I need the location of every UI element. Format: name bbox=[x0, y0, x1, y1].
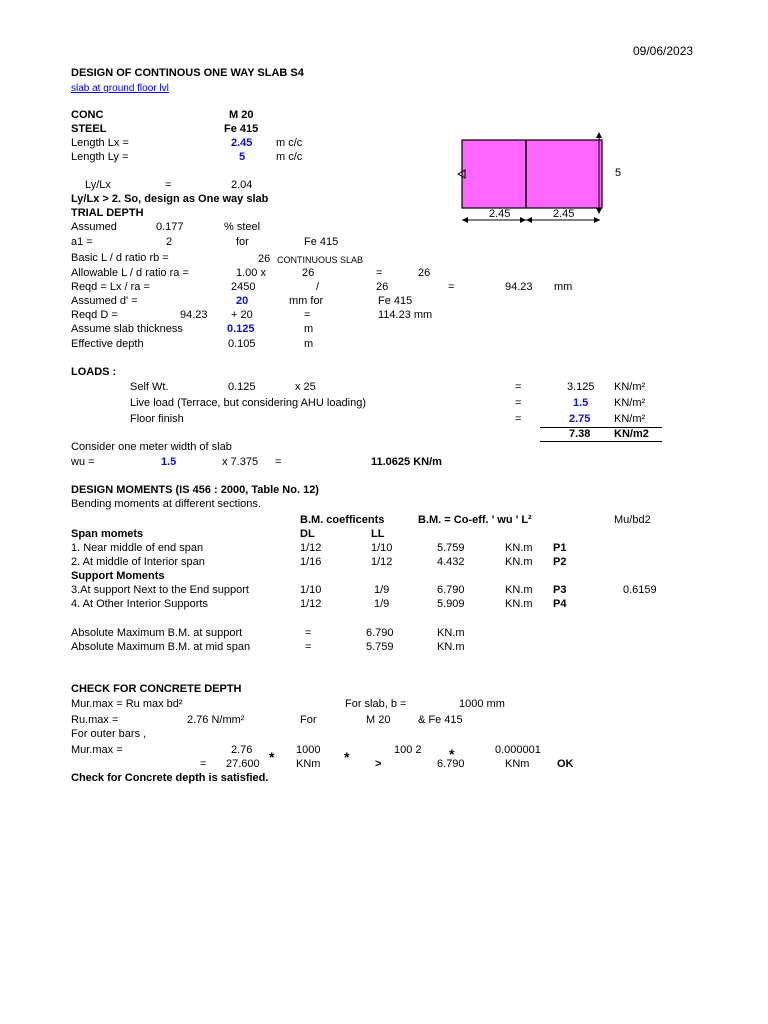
moments-heading: DESIGN MOMENTS (IS 456 : 2000, Table No. 12) bbox=[71, 484, 319, 496]
span2-label: 2.45 bbox=[553, 208, 575, 220]
loads-heading: LOADS : bbox=[71, 366, 117, 378]
load-b: x 25 bbox=[295, 381, 316, 393]
col-coeff-header: B.M. coefficents bbox=[300, 514, 385, 526]
wu-result: 11.0625 KN/m bbox=[371, 456, 442, 468]
ok-status: OK bbox=[557, 758, 574, 770]
moment-dl: 1/12 bbox=[300, 542, 322, 554]
check-heading: CHECK FOR CONCRETE DEPTH bbox=[71, 683, 242, 695]
ru-for: For bbox=[300, 714, 317, 726]
dprime-unit: mm for bbox=[289, 295, 324, 307]
arrow-right-icon bbox=[594, 217, 600, 223]
mur-factor-d: 0.000001 bbox=[495, 744, 541, 756]
moment-ll: 1/12 bbox=[371, 556, 393, 568]
moment-row-label: 2. At middle of Interior span bbox=[71, 556, 205, 568]
allow-b: 26 bbox=[302, 267, 315, 279]
col-ll-header: LL bbox=[371, 528, 385, 540]
mur-formula: Mur.max = Ru max bd² bbox=[71, 698, 183, 710]
abs-mid-eq: = bbox=[305, 641, 312, 653]
ratio-note: Ly/Lx > 2. So, design as One way slab bbox=[71, 193, 269, 205]
eff-depth-unit: m bbox=[304, 338, 314, 350]
moment-bm: 6.790 bbox=[437, 584, 465, 596]
abs-mid-value: 5.759 bbox=[366, 641, 394, 653]
abs-support-label: Absolute Maximum B.M. at support bbox=[71, 627, 243, 639]
greater-than: > bbox=[375, 758, 382, 770]
eff-depth-value: 0.105 bbox=[228, 338, 256, 350]
moment-dl: 1/10 bbox=[300, 584, 322, 596]
load-unit: KN/m² bbox=[614, 381, 646, 393]
steel-label: STEEL bbox=[71, 123, 107, 135]
mur-factor-c: 100 2 bbox=[394, 744, 422, 756]
D-label: Reqd D = bbox=[71, 309, 118, 321]
result-value: 27.600 bbox=[226, 758, 260, 770]
allow-a: 1.00 x bbox=[236, 267, 266, 279]
thickness-label: Assume slab thickness bbox=[71, 323, 183, 335]
subtitle-link[interactable]: slab at ground floor lvl bbox=[71, 83, 169, 94]
span1-label: 2.45 bbox=[489, 208, 511, 220]
abs-mid-label: Absolute Maximum B.M. at mid span bbox=[71, 641, 251, 653]
ru-value: 2.76 N/mm² bbox=[187, 714, 245, 726]
mur-factor-a: 2.76 bbox=[231, 744, 253, 756]
assumed-unit: % steel bbox=[224, 221, 261, 233]
ly-unit: m c/c bbox=[276, 151, 303, 163]
abs-support-eq: = bbox=[305, 627, 312, 639]
moment-row-label: 1. Near middle of end span bbox=[71, 542, 204, 554]
moment-row-label: 4. At Other Interior Supports bbox=[71, 598, 208, 610]
wu-a: 1.5 bbox=[161, 456, 177, 468]
allow-eq: = bbox=[376, 267, 383, 279]
load-value: 2.75 bbox=[569, 413, 591, 425]
moment-mubd: 0.6159 bbox=[623, 584, 657, 596]
abs-mid-unit: KN.m bbox=[437, 641, 465, 653]
basic-note: CONTINUOUS SLAB bbox=[277, 255, 364, 265]
ly-label: Length Ly = bbox=[71, 151, 129, 163]
D-result: 114.23 mm bbox=[378, 309, 433, 321]
load-label: Self Wt. bbox=[130, 381, 169, 393]
dprime-label: Assumed d' = bbox=[71, 295, 138, 307]
thickness-unit: m bbox=[304, 323, 314, 335]
moment-p: P3 bbox=[553, 584, 567, 596]
multiply-star: * bbox=[344, 749, 350, 765]
mur-label: Mur.max = bbox=[71, 744, 123, 756]
result-unit: KNm bbox=[296, 758, 321, 770]
D-a: 94.23 bbox=[180, 309, 208, 321]
abs-support-value: 6.790 bbox=[366, 627, 394, 639]
load-a: 0.125 bbox=[228, 381, 256, 393]
basic-label: Basic L / d ratio rb = bbox=[71, 252, 169, 264]
arrow-left-icon bbox=[462, 217, 468, 223]
ru-label: Ru.max = bbox=[71, 714, 119, 726]
moment-p: P4 bbox=[553, 598, 567, 610]
col-mubd-header: Mu/bd2 bbox=[614, 514, 651, 526]
thickness-value: 0.125 bbox=[227, 323, 255, 335]
lx-label: Length Lx = bbox=[71, 137, 129, 149]
load-eq: = bbox=[515, 381, 522, 393]
result-eq: = bbox=[200, 758, 207, 770]
ratio-value: 2.04 bbox=[231, 179, 253, 191]
reqd-div: / bbox=[316, 281, 320, 293]
arrow-right-icon bbox=[520, 217, 526, 223]
a1-steel: Fe 415 bbox=[304, 236, 339, 248]
a1-label: a1 = bbox=[71, 236, 93, 248]
compare-value: 6.790 bbox=[437, 758, 465, 770]
eff-depth-label: Effective depth bbox=[71, 338, 144, 350]
slab-diagram bbox=[452, 128, 642, 228]
total-load-unit: KN/m2 bbox=[614, 428, 649, 440]
trial-depth-heading: TRIAL DEPTH bbox=[71, 207, 144, 219]
reqd-num: 2450 bbox=[231, 281, 256, 293]
moment-p: P2 bbox=[553, 556, 567, 568]
a1-value: 2 bbox=[166, 236, 173, 248]
load-eq: = bbox=[515, 413, 522, 425]
moment-bm: 4.432 bbox=[437, 556, 465, 568]
load-value: 3.125 bbox=[567, 381, 595, 393]
slab-panel bbox=[462, 140, 602, 208]
col-bm-header: B.M. = Co-eff. ' wu ' L² bbox=[418, 514, 532, 526]
span-heading: Span momets bbox=[71, 528, 144, 540]
ratio-label: Ly/Lx bbox=[85, 179, 111, 191]
load-unit: KN/m² bbox=[614, 413, 646, 425]
conc-value: M 20 bbox=[229, 109, 254, 121]
reqd-result: 94.23 bbox=[505, 281, 533, 293]
dprime-steel: Fe 415 bbox=[378, 295, 413, 307]
moment-bm: 5.909 bbox=[437, 598, 465, 610]
col-dl-header: DL bbox=[300, 528, 315, 540]
moment-row-label: 3.At support Next to the End support bbox=[71, 584, 249, 596]
ly-value: 5 bbox=[239, 151, 246, 163]
conc-label: CONC bbox=[71, 109, 104, 121]
assumed-value: 0.177 bbox=[156, 221, 184, 233]
moment-unit: KN.m bbox=[505, 556, 533, 568]
moment-unit: KN.m bbox=[505, 584, 533, 596]
load-label: Floor finish bbox=[130, 413, 184, 425]
page-title: DESIGN OF CONTINOUS ONE WAY SLAB S4 bbox=[71, 67, 304, 79]
D-eq: = bbox=[304, 309, 311, 321]
load-unit: KN/m² bbox=[614, 397, 646, 409]
load-label: Live load (Terrace, but considering AHU loading) bbox=[130, 397, 367, 409]
wu-b: x 7.375 bbox=[222, 456, 259, 468]
moment-ll: 1/9 bbox=[374, 598, 390, 610]
abs-support-unit: KN.m bbox=[437, 627, 465, 639]
moment-unit: KN.m bbox=[505, 542, 533, 554]
steel-value: Fe 415 bbox=[224, 123, 259, 135]
moment-p: P1 bbox=[553, 542, 567, 554]
load-value: 1.5 bbox=[573, 397, 589, 409]
moment-dl: 1/16 bbox=[300, 556, 322, 568]
moment-bm: 5.759 bbox=[437, 542, 465, 554]
arrow-left-icon bbox=[526, 217, 532, 223]
total-load-value: 7.38 bbox=[569, 428, 591, 440]
load-eq: = bbox=[515, 397, 522, 409]
arrow-down-icon bbox=[596, 208, 602, 214]
basic-value: 26 bbox=[258, 253, 271, 265]
wu-eq: = bbox=[275, 456, 282, 468]
b-label: For slab, b = bbox=[345, 698, 407, 710]
moment-ll: 1/9 bbox=[374, 584, 390, 596]
lx-unit: m c/c bbox=[276, 137, 303, 149]
ratio-eq: = bbox=[165, 179, 172, 191]
moment-ll: 1/10 bbox=[371, 542, 393, 554]
reqd-den: 26 bbox=[376, 281, 389, 293]
dprime-value: 20 bbox=[236, 295, 249, 307]
consider-text: Consider one meter width of slab bbox=[71, 441, 232, 453]
b-value: 1000 mm bbox=[459, 698, 505, 710]
check-conclusion: Check for Concrete depth is satisfied. bbox=[71, 772, 269, 784]
D-b: + 20 bbox=[231, 309, 253, 321]
lx-value: 2.45 bbox=[231, 137, 253, 149]
compare-unit: KNm bbox=[505, 758, 530, 770]
moment-dl: 1/12 bbox=[300, 598, 322, 610]
ru-steel: & Fe 415 bbox=[418, 714, 463, 726]
height-label: 5 bbox=[615, 167, 622, 179]
ru-conc: M 20 bbox=[366, 714, 391, 726]
support-heading: Support Moments bbox=[71, 570, 165, 582]
assumed-label: Assumed bbox=[71, 221, 117, 233]
multiply-star: * bbox=[449, 746, 455, 762]
reqd-unit: mm bbox=[554, 281, 573, 293]
allow-label: Allowable L / d ratio ra = bbox=[71, 267, 189, 279]
allow-result: 26 bbox=[418, 267, 431, 279]
a1-for: for bbox=[236, 236, 249, 248]
multiply-star: * bbox=[269, 749, 275, 765]
reqd-eq: = bbox=[448, 281, 455, 293]
moment-unit: KN.m bbox=[505, 598, 533, 610]
wu-label: wu = bbox=[71, 456, 95, 468]
mur-factor-b: 1000 bbox=[296, 744, 321, 756]
outer-bars-text: For outer bars , bbox=[71, 728, 147, 740]
reqd-label: Reqd = Lx / ra = bbox=[71, 281, 150, 293]
moments-sub: Bending moments at different sections. bbox=[71, 498, 261, 510]
total-underline bbox=[540, 441, 662, 442]
arrow-up-icon bbox=[596, 132, 602, 138]
date: 09/06/2023 bbox=[633, 44, 694, 58]
